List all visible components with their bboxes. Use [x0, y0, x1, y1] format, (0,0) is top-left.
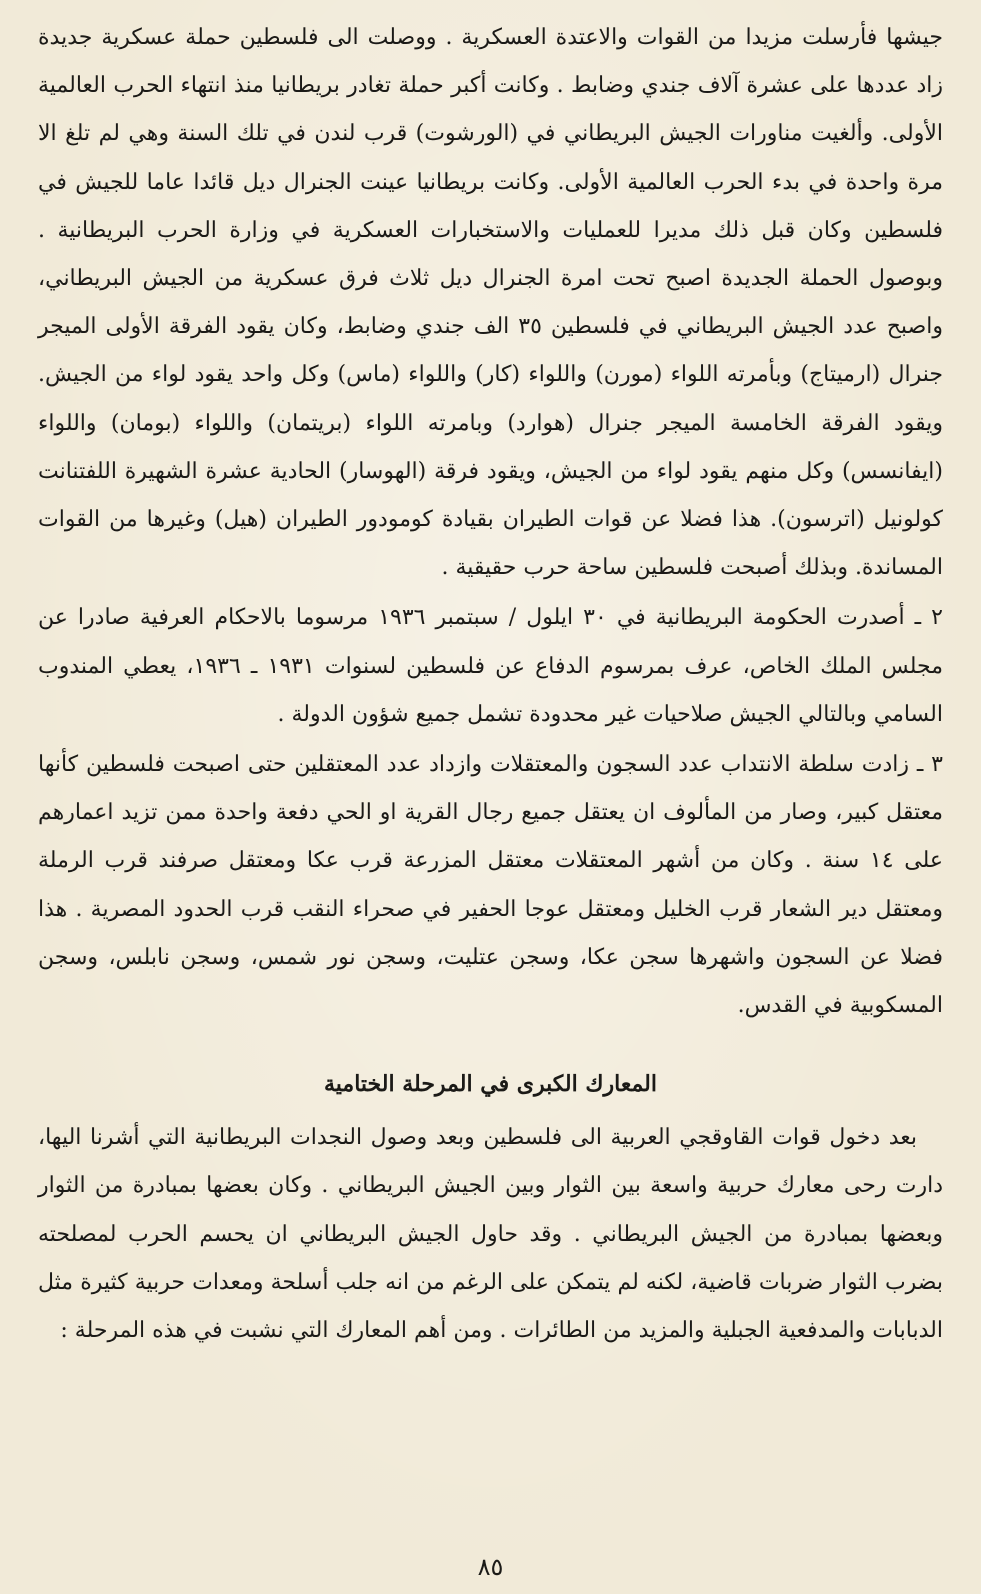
section-heading: المعارك الكبرى في المرحلة الختامية	[324, 1071, 657, 1098]
paragraph-final: بعد دخول قوات القاوقجي العربية الى فلسطين وبعد وصول النجدات البريطانية التي أشرنا اليها، دارت رحى معارك حربية واسعة بين الثوار وبين الجيش البريطاني . وكان بعضها بمبادرة من الثوار وبعضها بمبادرة من الجيش البريطاني . وقد حاول الجيش البريطاني ان يحسم الحرب لمصلحته بضرب الثوار ضربات قاضية، لكنه لم يتمكن على الرغم من انه جلب أسلحة ومعدات حربية كثيرة مثل الدبابات والمدفعية الجبلية والمزيد من الطائرات . ومن أهم المعارك التي نشبت في هذه المرحلة :	[38, 1125, 943, 1344]
paragraph-3: ٣ ـ زادت سلطة الانتداب عدد السجون والمعتقلات وازداد عدد المعتقلين حتى اصبحت فلسطين كأنها معتقل كبير، وصار من المألوف ان يعتقل جميع رجال القرية او الحي دفعة واحدة ممن تزيد اعمارهم على ١٤ سنة . وكان من أشهر المعتقلات معتقل المزرعة قرب عكا ومعتقل صرفند قرب الرملة ومعتقل دير الشعار قرب الخليل ومعتقل عوجا الحفير في صحراء النقب قرب الحدود المصرية . هذا فضلا عن السجون واشهرها سجن عكا، وسجن عتليت، وسجن نور شمس، وسجن نابلس، وسجن المسكوبية في القدس.	[38, 752, 943, 1019]
final-section-body	[38, 1114, 943, 1355]
page-number: ٨٥	[477, 1553, 504, 1581]
paragraph-intro: جيشها فأرسلت مزيدا من القوات والاعتدة العسكرية . ووصلت الى فلسطين حملة عسكرية جديدة زاد عددها على عشرة آلاف جندي وضابط . وكانت أكبر حملة تغادر بريطانيا منذ انتهاء الحرب العالمية الأولى. وألغيت مناورات الجيش البريطاني في (الورشوت) قرب لندن في تلك السنة وهي لم تلغ الا مرة واحدة في بدء الحرب العالمية الأولى. وكانت بريطانيا عينت الجنرال ديل قائدا عاما للجيش في فلسطين وكان قبل ذلك مديرا للعمليات والاستخبارات العسكرية في وزارة الحرب البريطانية . وبوصول الحملة الجديدة اصبح تحت امرة الجنرال ديل ثلاث فرق عسكرية من الجيش البريطاني، واصبح عدد الجيش البريطاني في فلسطين ٣٥ الف جندي وضابط، وكان يقود الفرقة الأولى الميجر جنرال (ارميتاج) وبأمرته اللواء (مورن) واللواء (كار) واللواء (ماس) وكل واحد يقود لواء من الجيش. ويقود الفرقة الخامسة الميجر جنرال (هوارد) وبامرته اللواء (بريتمان) واللواء (بومان) واللواء (ايفانسس) وكل منهم يقود لواء من الجيش، ويقود فرقة (الهوسار) الحادية عشرة الشهيرة اللفتنانت كولونيل (اترسون). هذا فضلا عن قوات الطيران بقيادة كومودور الطيران (هيل) وغيرها من القوات المساندة. وبذلك أصبحت فلسطين ساحة حرب حقيقية .	[38, 25, 943, 581]
page-body	[38, 14, 943, 1030]
paragraph-2: ٢ ـ أصدرت الحكومة البريطانية في ٣٠ ايلول / سبتمبر ١٩٣٦ مرسوما بالاحكام العرفية صادرا عن مجلس الملك الخاص، عرف بمرسوم الدفاع عن فلسطين لسنوات ١٩٣١ ـ ١٩٣٦، يعطي المندوب السامي وبالتالي الجيش صلاحيات غير محدودة تشمل جميع شؤون الدولة .	[38, 605, 943, 727]
